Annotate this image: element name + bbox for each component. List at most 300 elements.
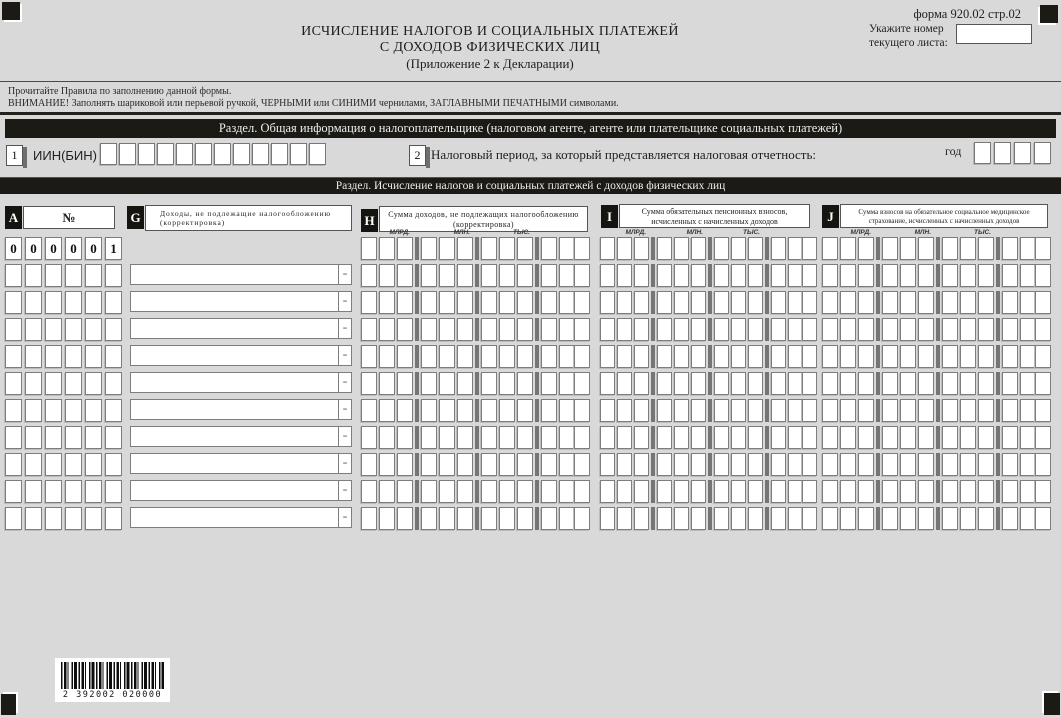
row-number-cell[interactable] xyxy=(65,399,82,422)
amount-digit-cell[interactable] xyxy=(882,507,898,530)
amount-digit-cell[interactable] xyxy=(960,399,976,422)
amount-digit-cell[interactable] xyxy=(517,372,533,395)
amount-digit-cell[interactable] xyxy=(657,345,672,368)
year-digit-cell[interactable] xyxy=(974,142,991,164)
amount-digit-cell[interactable] xyxy=(1020,264,1036,287)
row-number-cell[interactable] xyxy=(25,399,42,422)
amount-digit-cell[interactable] xyxy=(634,399,649,422)
amount-digit-cell[interactable] xyxy=(541,345,557,368)
amount-digit-cell[interactable] xyxy=(771,480,786,503)
amount-digit-cell[interactable] xyxy=(361,291,377,314)
row-number-cell[interactable] xyxy=(105,426,122,449)
amount-digit-cell[interactable] xyxy=(771,264,786,287)
income-adjustment-field[interactable] xyxy=(130,507,352,528)
amount-digit-cell[interactable] xyxy=(457,345,473,368)
amount-digit-cell[interactable] xyxy=(439,318,455,341)
amount-digit-cell[interactable] xyxy=(802,507,817,530)
amount-digit-cell[interactable] xyxy=(541,372,557,395)
amount-digit-cell[interactable] xyxy=(731,507,746,530)
row-number-cell[interactable] xyxy=(25,453,42,476)
amount-digit-cell[interactable] xyxy=(978,237,994,260)
amount-digit-cell[interactable] xyxy=(840,453,856,476)
year-digit-cell[interactable] xyxy=(1034,142,1051,164)
amount-digit-cell[interactable] xyxy=(1020,507,1036,530)
amount-digit-cell[interactable] xyxy=(822,480,838,503)
row-number-cell[interactable] xyxy=(25,345,42,368)
amount-digit-cell[interactable] xyxy=(1020,372,1036,395)
amount-digit-cell[interactable] xyxy=(918,291,934,314)
amount-digit-cell[interactable] xyxy=(822,507,838,530)
amount-digit-cell[interactable] xyxy=(657,264,672,287)
amount-digit-cell[interactable] xyxy=(674,426,689,449)
amount-digit-cell[interactable] xyxy=(600,237,615,260)
amount-digit-cell[interactable] xyxy=(457,237,473,260)
amount-digit-cell[interactable] xyxy=(882,318,898,341)
year-digit-cell[interactable] xyxy=(1014,142,1031,164)
income-adjustment-field[interactable] xyxy=(130,318,352,339)
amount-digit-cell[interactable] xyxy=(1002,237,1018,260)
amount-digit-cell[interactable] xyxy=(674,237,689,260)
amount-digit-cell[interactable] xyxy=(788,507,803,530)
amount-digit-cell[interactable] xyxy=(960,291,976,314)
amount-digit-cell[interactable] xyxy=(802,426,817,449)
amount-digit-cell[interactable] xyxy=(960,507,976,530)
amount-digit-cell[interactable] xyxy=(1002,507,1018,530)
amount-digit-cell[interactable] xyxy=(731,318,746,341)
row-number-cell[interactable] xyxy=(45,264,62,287)
amount-digit-cell[interactable] xyxy=(657,237,672,260)
amount-digit-cell[interactable] xyxy=(731,453,746,476)
amount-digit-cell[interactable] xyxy=(900,507,916,530)
amount-digit-cell[interactable] xyxy=(942,426,958,449)
amount-digit-cell[interactable] xyxy=(481,318,497,341)
amount-digit-cell[interactable] xyxy=(1002,291,1018,314)
amount-digit-cell[interactable] xyxy=(379,264,395,287)
amount-digit-cell[interactable] xyxy=(634,318,649,341)
amount-digit-cell[interactable] xyxy=(918,453,934,476)
amount-digit-cell[interactable] xyxy=(714,345,729,368)
row-number-cell[interactable] xyxy=(65,345,82,368)
amount-digit-cell[interactable] xyxy=(1002,264,1018,287)
amount-digit-cell[interactable] xyxy=(634,426,649,449)
row-number-cell[interactable] xyxy=(5,426,22,449)
row-number-cell[interactable] xyxy=(105,507,122,530)
amount-digit-cell[interactable] xyxy=(714,291,729,314)
amount-digit-cell[interactable] xyxy=(574,399,590,422)
amount-digit-cell[interactable] xyxy=(674,345,689,368)
row-number-cell[interactable] xyxy=(85,372,102,395)
row-number-cell[interactable] xyxy=(25,318,42,341)
amount-digit-cell[interactable] xyxy=(1020,291,1036,314)
amount-digit-cell[interactable] xyxy=(840,480,856,503)
amount-digit-cell[interactable] xyxy=(1002,372,1018,395)
amount-digit-cell[interactable] xyxy=(634,291,649,314)
amount-digit-cell[interactable] xyxy=(731,426,746,449)
amount-digit-cell[interactable] xyxy=(421,291,437,314)
amount-digit-cell[interactable] xyxy=(748,318,763,341)
amount-digit-cell[interactable] xyxy=(397,507,413,530)
amount-digit-cell[interactable] xyxy=(942,318,958,341)
income-adjustment-field[interactable] xyxy=(130,372,352,393)
amount-digit-cell[interactable] xyxy=(978,507,994,530)
amount-digit-cell[interactable] xyxy=(942,237,958,260)
amount-digit-cell[interactable] xyxy=(481,372,497,395)
amount-digit-cell[interactable] xyxy=(882,426,898,449)
amount-digit-cell[interactable] xyxy=(457,453,473,476)
row-number-cell[interactable] xyxy=(45,318,62,341)
amount-digit-cell[interactable] xyxy=(541,237,557,260)
amount-digit-cell[interactable] xyxy=(748,453,763,476)
income-adjustment-field[interactable] xyxy=(130,453,352,474)
amount-digit-cell[interactable] xyxy=(691,507,706,530)
amount-digit-cell[interactable] xyxy=(600,453,615,476)
amount-digit-cell[interactable] xyxy=(634,480,649,503)
amount-digit-cell[interactable] xyxy=(361,453,377,476)
row-number-cell[interactable] xyxy=(25,480,42,503)
row-number-cell[interactable] xyxy=(65,480,82,503)
amount-digit-cell[interactable] xyxy=(1035,399,1051,422)
amount-digit-cell[interactable] xyxy=(617,426,632,449)
amount-digit-cell[interactable] xyxy=(788,426,803,449)
amount-digit-cell[interactable] xyxy=(421,372,437,395)
amount-digit-cell[interactable] xyxy=(634,237,649,260)
amount-digit-cell[interactable] xyxy=(691,453,706,476)
amount-digit-cell[interactable] xyxy=(822,453,838,476)
amount-digit-cell[interactable] xyxy=(900,237,916,260)
amount-digit-cell[interactable] xyxy=(499,507,515,530)
amount-digit-cell[interactable] xyxy=(858,480,874,503)
row-number-cell[interactable] xyxy=(5,507,22,530)
amount-digit-cell[interactable] xyxy=(1035,453,1051,476)
amount-digit-cell[interactable] xyxy=(439,291,455,314)
row-number-cell[interactable] xyxy=(5,345,22,368)
amount-digit-cell[interactable] xyxy=(840,264,856,287)
amount-digit-cell[interactable] xyxy=(421,237,437,260)
amount-digit-cell[interactable] xyxy=(574,318,590,341)
amount-digit-cell[interactable] xyxy=(439,507,455,530)
iin-digit-cell[interactable] xyxy=(233,143,250,165)
amount-digit-cell[interactable] xyxy=(771,237,786,260)
amount-digit-cell[interactable] xyxy=(802,318,817,341)
amount-digit-cell[interactable] xyxy=(559,237,575,260)
amount-digit-cell[interactable] xyxy=(457,318,473,341)
amount-digit-cell[interactable] xyxy=(840,426,856,449)
amount-digit-cell[interactable] xyxy=(397,318,413,341)
amount-digit-cell[interactable] xyxy=(918,426,934,449)
amount-digit-cell[interactable] xyxy=(978,291,994,314)
amount-digit-cell[interactable] xyxy=(1020,399,1036,422)
amount-digit-cell[interactable] xyxy=(457,426,473,449)
amount-digit-cell[interactable] xyxy=(978,453,994,476)
amount-digit-cell[interactable] xyxy=(541,480,557,503)
amount-digit-cell[interactable] xyxy=(691,426,706,449)
amount-digit-cell[interactable] xyxy=(1002,480,1018,503)
row-number-cell[interactable] xyxy=(105,372,122,395)
row-number-cell[interactable] xyxy=(45,426,62,449)
amount-digit-cell[interactable] xyxy=(942,264,958,287)
amount-digit-cell[interactable] xyxy=(541,264,557,287)
amount-digit-cell[interactable] xyxy=(1035,345,1051,368)
amount-digit-cell[interactable] xyxy=(900,264,916,287)
amount-digit-cell[interactable] xyxy=(617,372,632,395)
amount-digit-cell[interactable] xyxy=(499,453,515,476)
amount-digit-cell[interactable] xyxy=(714,480,729,503)
amount-digit-cell[interactable] xyxy=(674,453,689,476)
amount-digit-cell[interactable] xyxy=(731,399,746,422)
amount-digit-cell[interactable] xyxy=(481,345,497,368)
amount-digit-cell[interactable] xyxy=(439,480,455,503)
amount-digit-cell[interactable] xyxy=(802,345,817,368)
amount-digit-cell[interactable] xyxy=(978,345,994,368)
amount-digit-cell[interactable] xyxy=(822,237,838,260)
row-number-cell[interactable] xyxy=(45,453,62,476)
amount-digit-cell[interactable] xyxy=(541,507,557,530)
amount-digit-cell[interactable] xyxy=(657,291,672,314)
row-number-cell[interactable] xyxy=(105,453,122,476)
amount-digit-cell[interactable] xyxy=(822,264,838,287)
amount-digit-cell[interactable] xyxy=(559,399,575,422)
amount-digit-cell[interactable] xyxy=(634,453,649,476)
row-number-cell[interactable] xyxy=(85,426,102,449)
amount-digit-cell[interactable] xyxy=(858,345,874,368)
amount-digit-cell[interactable] xyxy=(397,345,413,368)
amount-digit-cell[interactable] xyxy=(674,480,689,503)
amount-digit-cell[interactable] xyxy=(559,453,575,476)
amount-digit-cell[interactable] xyxy=(481,507,497,530)
amount-digit-cell[interactable] xyxy=(617,264,632,287)
amount-digit-cell[interactable] xyxy=(600,372,615,395)
amount-digit-cell[interactable] xyxy=(691,345,706,368)
income-adjustment-field[interactable] xyxy=(130,426,352,447)
amount-digit-cell[interactable] xyxy=(978,372,994,395)
amount-digit-cell[interactable] xyxy=(771,291,786,314)
amount-digit-cell[interactable] xyxy=(731,372,746,395)
amount-digit-cell[interactable] xyxy=(421,345,437,368)
amount-digit-cell[interactable] xyxy=(731,345,746,368)
amount-digit-cell[interactable] xyxy=(960,426,976,449)
amount-digit-cell[interactable] xyxy=(691,264,706,287)
amount-digit-cell[interactable] xyxy=(379,345,395,368)
amount-digit-cell[interactable] xyxy=(559,480,575,503)
amount-digit-cell[interactable] xyxy=(771,372,786,395)
amount-digit-cell[interactable] xyxy=(788,318,803,341)
current-sheet-input[interactable] xyxy=(956,24,1032,44)
amount-digit-cell[interactable] xyxy=(634,372,649,395)
amount-digit-cell[interactable] xyxy=(822,399,838,422)
row-number-cell[interactable] xyxy=(45,399,62,422)
amount-digit-cell[interactable] xyxy=(714,318,729,341)
amount-digit-cell[interactable] xyxy=(379,507,395,530)
amount-digit-cell[interactable] xyxy=(1020,318,1036,341)
row-number-cell[interactable] xyxy=(5,264,22,287)
row-number-cell[interactable] xyxy=(65,291,82,314)
amount-digit-cell[interactable] xyxy=(617,399,632,422)
amount-digit-cell[interactable] xyxy=(421,399,437,422)
amount-digit-cell[interactable] xyxy=(674,399,689,422)
amount-digit-cell[interactable] xyxy=(617,507,632,530)
amount-digit-cell[interactable] xyxy=(617,480,632,503)
amount-digit-cell[interactable] xyxy=(421,480,437,503)
iin-digit-cell[interactable] xyxy=(176,143,193,165)
amount-digit-cell[interactable] xyxy=(748,264,763,287)
amount-digit-cell[interactable] xyxy=(379,237,395,260)
amount-digit-cell[interactable] xyxy=(918,237,934,260)
amount-digit-cell[interactable] xyxy=(978,318,994,341)
amount-digit-cell[interactable] xyxy=(634,507,649,530)
amount-digit-cell[interactable] xyxy=(900,453,916,476)
amount-digit-cell[interactable] xyxy=(822,345,838,368)
amount-digit-cell[interactable] xyxy=(379,426,395,449)
amount-digit-cell[interactable] xyxy=(421,453,437,476)
row-number-cell[interactable] xyxy=(45,480,62,503)
amount-digit-cell[interactable] xyxy=(882,372,898,395)
amount-digit-cell[interactable] xyxy=(600,426,615,449)
amount-digit-cell[interactable] xyxy=(882,291,898,314)
amount-digit-cell[interactable] xyxy=(499,264,515,287)
amount-digit-cell[interactable] xyxy=(481,399,497,422)
row-number-cell[interactable] xyxy=(65,264,82,287)
amount-digit-cell[interactable] xyxy=(840,399,856,422)
amount-digit-cell[interactable] xyxy=(439,372,455,395)
amount-digit-cell[interactable] xyxy=(617,345,632,368)
row-number-cell[interactable] xyxy=(45,345,62,368)
amount-digit-cell[interactable] xyxy=(748,480,763,503)
amount-digit-cell[interactable] xyxy=(457,372,473,395)
amount-digit-cell[interactable] xyxy=(802,237,817,260)
amount-digit-cell[interactable] xyxy=(858,264,874,287)
amount-digit-cell[interactable] xyxy=(960,237,976,260)
amount-digit-cell[interactable] xyxy=(574,291,590,314)
amount-digit-cell[interactable] xyxy=(748,399,763,422)
amount-digit-cell[interactable] xyxy=(674,291,689,314)
amount-digit-cell[interactable] xyxy=(517,399,533,422)
amount-digit-cell[interactable] xyxy=(517,453,533,476)
amount-digit-cell[interactable] xyxy=(918,318,934,341)
amount-digit-cell[interactable] xyxy=(788,453,803,476)
amount-digit-cell[interactable] xyxy=(600,264,615,287)
amount-digit-cell[interactable] xyxy=(421,507,437,530)
amount-digit-cell[interactable] xyxy=(397,264,413,287)
row-number-cell[interactable] xyxy=(85,507,102,530)
amount-digit-cell[interactable] xyxy=(960,372,976,395)
amount-digit-cell[interactable] xyxy=(731,291,746,314)
amount-digit-cell[interactable] xyxy=(978,399,994,422)
row-number-cell[interactable] xyxy=(25,291,42,314)
amount-digit-cell[interactable] xyxy=(379,372,395,395)
row-number-cell[interactable] xyxy=(45,372,62,395)
amount-digit-cell[interactable] xyxy=(960,345,976,368)
amount-digit-cell[interactable] xyxy=(559,345,575,368)
amount-digit-cell[interactable] xyxy=(1002,318,1018,341)
row-number-cell[interactable] xyxy=(85,291,102,314)
income-adjustment-field[interactable] xyxy=(130,264,352,285)
amount-digit-cell[interactable] xyxy=(499,318,515,341)
amount-digit-cell[interactable] xyxy=(379,399,395,422)
iin-digit-cell[interactable] xyxy=(309,143,326,165)
income-adjustment-field[interactable] xyxy=(130,345,352,366)
amount-digit-cell[interactable] xyxy=(457,399,473,422)
amount-digit-cell[interactable] xyxy=(960,264,976,287)
amount-digit-cell[interactable] xyxy=(559,264,575,287)
amount-digit-cell[interactable] xyxy=(1020,426,1036,449)
amount-digit-cell[interactable] xyxy=(748,426,763,449)
amount-digit-cell[interactable] xyxy=(439,453,455,476)
amount-digit-cell[interactable] xyxy=(657,453,672,476)
amount-digit-cell[interactable] xyxy=(942,480,958,503)
amount-digit-cell[interactable] xyxy=(379,453,395,476)
amount-digit-cell[interactable] xyxy=(499,480,515,503)
amount-digit-cell[interactable] xyxy=(439,345,455,368)
amount-digit-cell[interactable] xyxy=(541,291,557,314)
amount-digit-cell[interactable] xyxy=(882,480,898,503)
amount-digit-cell[interactable] xyxy=(361,318,377,341)
amount-digit-cell[interactable] xyxy=(858,399,874,422)
amount-digit-cell[interactable] xyxy=(1035,291,1051,314)
row-number-cell[interactable] xyxy=(85,399,102,422)
amount-digit-cell[interactable] xyxy=(674,264,689,287)
amount-digit-cell[interactable] xyxy=(361,507,377,530)
amount-digit-cell[interactable] xyxy=(731,237,746,260)
amount-digit-cell[interactable] xyxy=(822,318,838,341)
amount-digit-cell[interactable] xyxy=(714,453,729,476)
amount-digit-cell[interactable] xyxy=(1035,507,1051,530)
amount-digit-cell[interactable] xyxy=(771,507,786,530)
amount-digit-cell[interactable] xyxy=(481,480,497,503)
row-number-cell[interactable] xyxy=(105,291,122,314)
amount-digit-cell[interactable] xyxy=(1035,264,1051,287)
amount-digit-cell[interactable] xyxy=(1020,480,1036,503)
amount-digit-cell[interactable] xyxy=(748,237,763,260)
amount-digit-cell[interactable] xyxy=(541,453,557,476)
amount-digit-cell[interactable] xyxy=(918,480,934,503)
amount-digit-cell[interactable] xyxy=(657,507,672,530)
amount-digit-cell[interactable] xyxy=(361,480,377,503)
amount-digit-cell[interactable] xyxy=(840,318,856,341)
amount-digit-cell[interactable] xyxy=(858,318,874,341)
amount-digit-cell[interactable] xyxy=(918,399,934,422)
amount-digit-cell[interactable] xyxy=(978,480,994,503)
amount-digit-cell[interactable] xyxy=(517,237,533,260)
income-adjustment-field[interactable] xyxy=(130,480,352,501)
amount-digit-cell[interactable] xyxy=(942,291,958,314)
amount-digit-cell[interactable] xyxy=(421,318,437,341)
amount-digit-cell[interactable] xyxy=(674,318,689,341)
row-number-cell[interactable] xyxy=(105,399,122,422)
amount-digit-cell[interactable] xyxy=(731,264,746,287)
amount-digit-cell[interactable] xyxy=(900,399,916,422)
row-number-cell[interactable] xyxy=(5,372,22,395)
row-number-cell[interactable] xyxy=(65,318,82,341)
amount-digit-cell[interactable] xyxy=(600,399,615,422)
amount-digit-cell[interactable] xyxy=(942,453,958,476)
iin-digit-cell[interactable] xyxy=(214,143,231,165)
amount-digit-cell[interactable] xyxy=(657,480,672,503)
amount-digit-cell[interactable] xyxy=(748,291,763,314)
amount-digit-cell[interactable] xyxy=(840,507,856,530)
amount-digit-cell[interactable] xyxy=(657,399,672,422)
iin-digit-cell[interactable] xyxy=(157,143,174,165)
amount-digit-cell[interactable] xyxy=(499,399,515,422)
amount-digit-cell[interactable] xyxy=(788,291,803,314)
amount-digit-cell[interactable] xyxy=(361,237,377,260)
amount-digit-cell[interactable] xyxy=(978,426,994,449)
amount-digit-cell[interactable] xyxy=(499,237,515,260)
amount-digit-cell[interactable] xyxy=(802,480,817,503)
amount-digit-cell[interactable] xyxy=(822,291,838,314)
row-number-cell[interactable] xyxy=(85,318,102,341)
amount-digit-cell[interactable] xyxy=(674,507,689,530)
amount-digit-cell[interactable] xyxy=(1020,345,1036,368)
